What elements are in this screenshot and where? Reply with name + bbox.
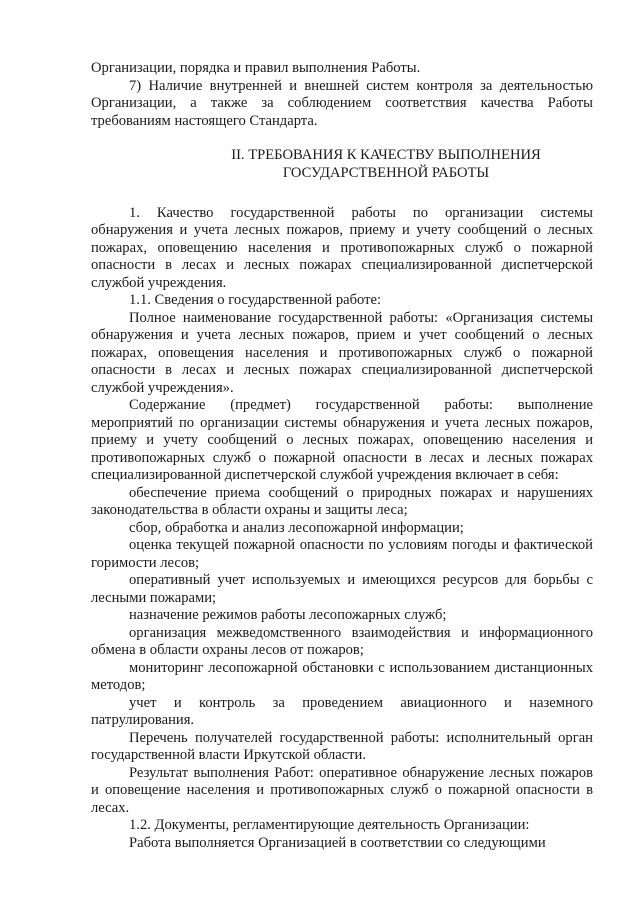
paragraph-documents: Работа выполняется Организацией в соответствии со следующими — [129, 834, 546, 851]
paragraph-full-name: Полное наименование государственной работы: «Организация системы обнаружения и учета лесных пожаров, прием и учет сообщений о лесных пожарах, оповещения населения и противопожарных служб о пожарной опасности в лесах и лесных пожарах специализированной диспетчерской службой учреждения». — [91, 309, 593, 396]
document-page — [91, 60, 593, 852]
list-item: сбор, обработка и анализ лесопожарной информации; — [129, 519, 464, 536]
spacer — [91, 183, 593, 205]
list-item: обеспечение приема сообщений о природных пожарах и нарушениях законодательства в области охраны и защиты леса; — [91, 484, 593, 519]
list-item: оценка текущей пожарной опасности по условиям погоды и фактической горимости лесов; — [91, 537, 593, 571]
list-item: оперативный учет используемых и имеющихся ресурсов для борьбы с лесными пожарами; — [91, 572, 593, 606]
paragraph-content: Содержание (предмет) государственной работы: выполнение мероприятий по организации системы обнаружения и учета лесных пожаров, приему и учету сообщений о лесных пожарах, оповещению населения и противопожарных служб о пожарной опасности в лесах и лесных пожарах специализированной диспетчерской службой учреждения включает в себя: — [91, 397, 593, 484]
section-heading — [91, 147, 593, 183]
paragraph-result: Результат выполнения Работ: оперативное обнаружение лесных пожаров и оповещение населения и противопожарных служб о пожарной опасности в лесах. — [91, 764, 593, 816]
spacer — [91, 130, 593, 147]
list-item: учет и контроль за проведением авиационного и наземного патрулирования. — [91, 694, 593, 729]
paragraph-1-2-heading: 1.2. Документы, регламентирующие деятельность Организации: — [129, 817, 530, 834]
list-item: мониторинг лесопожарной обстановки с использованием дистанционных методов; — [91, 659, 593, 694]
section-heading-line-1: II. ТРЕБОВАНИЯ К КАЧЕСТВУ ВЫПОЛНЕНИЯ — [231, 147, 541, 163]
paragraph-quality: 1. Качество государственной работы по организации системы обнаружения и учета лесных пожаров, приему и учету сообщений о лесных пожарах, оповещению населения и противопожарных служб о пожарной опасности в лесах и лесных пожарах специализированной диспетчерской службой учреждения. — [91, 204, 593, 291]
paragraph-recipients: Перечень получателей государственной работы: исполнительный орган государственной власти Иркутской области. — [91, 729, 593, 764]
paragraph-1-1-heading: 1.1. Сведения о государственной работе: — [129, 292, 382, 309]
section-heading-line-2: ГОСУДАРСТВЕННОЙ РАБОТЫ — [282, 164, 490, 181]
paragraph-item-7: 7) Наличие внутренней и внешней систем контроля за деятельностью Организации, а также за соблюдением соответствия качества Работы требованиям настоящего Стандарта. — [91, 77, 593, 129]
paragraph-continuation: Организации, порядка и правил выполнения Работы. — [91, 60, 421, 76]
list-item: организация межведомственного взаимодействия и информационного обмена в области охраны лесов от пожаров; — [91, 624, 593, 659]
list-item: назначение режимов работы лесопожарных служб; — [129, 607, 447, 624]
